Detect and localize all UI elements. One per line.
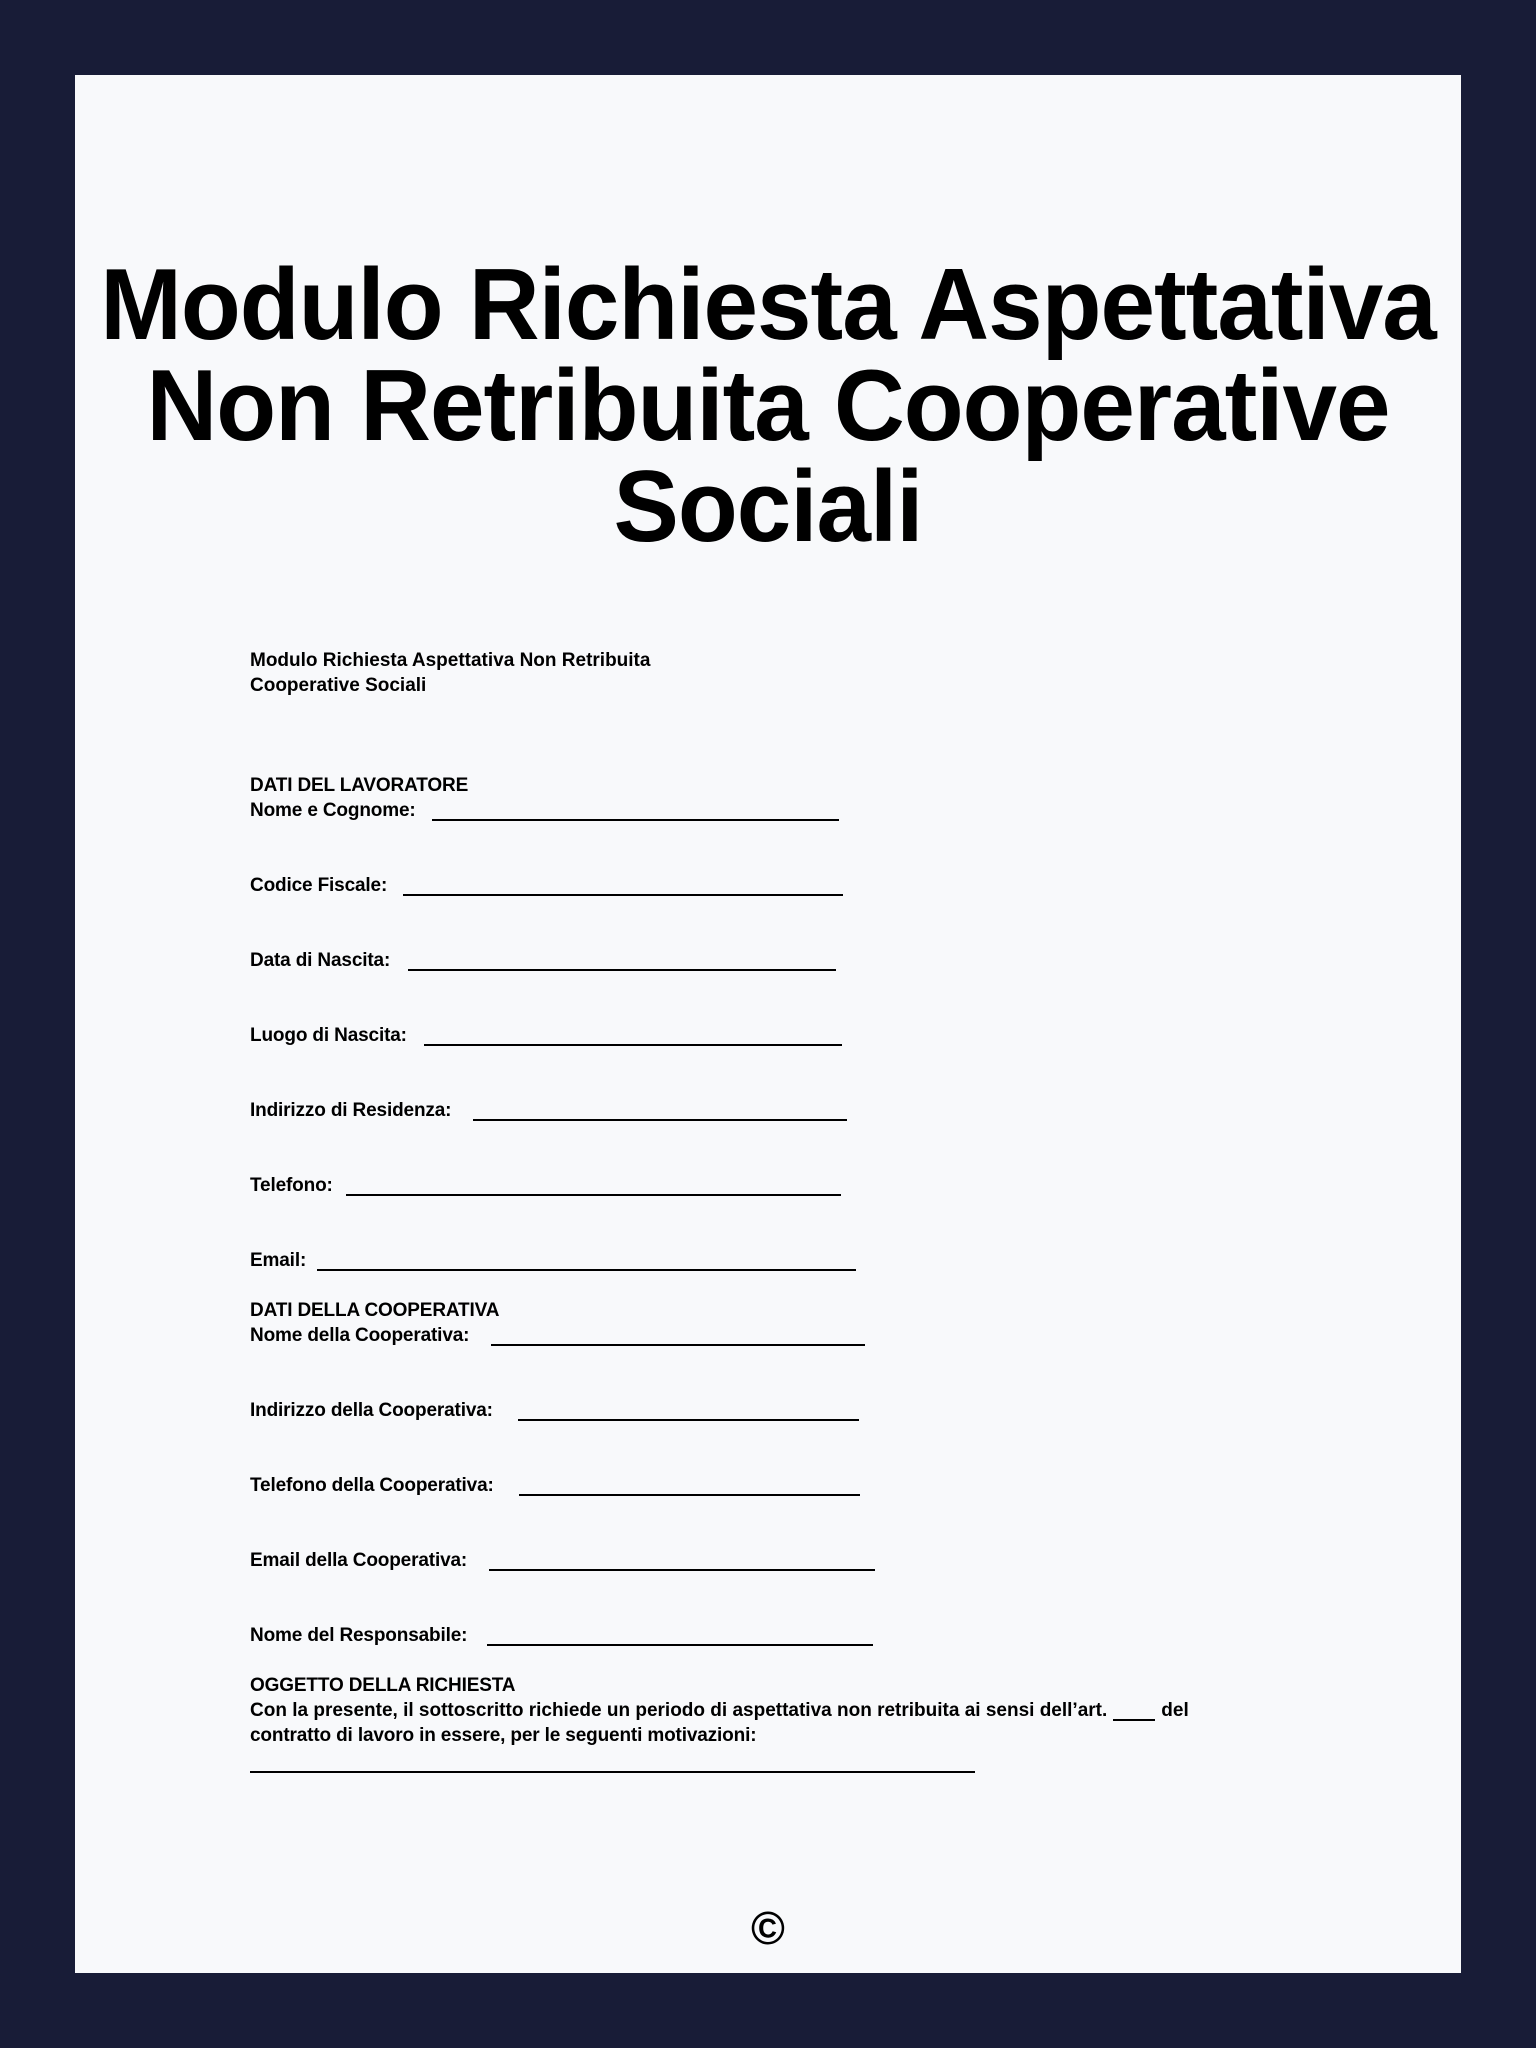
field-nome-cognome: [250, 798, 1350, 823]
field-luogo-nascita: [250, 1023, 1350, 1048]
field-label: Data di Nascita:: [250, 950, 391, 971]
intro-line-2: Cooperative Sociali: [250, 675, 427, 696]
field-label: Email della Cooperativa:: [250, 1550, 468, 1571]
title-line-1: Modulo Richiesta Aspettativa: [100, 249, 1436, 361]
field-nome-cooperativa: [250, 1323, 1350, 1348]
field-label: Nome del Responsabile:: [250, 1625, 468, 1646]
field-label: Indirizzo della Cooperativa:: [250, 1400, 493, 1421]
field-indirizzo-residenza: [250, 1098, 1350, 1123]
intro-line-1: Modulo Richiesta Aspettativa Non Retribuita: [250, 650, 651, 671]
motivation-input[interactable]: [250, 1750, 975, 1773]
luogo-nascita-input[interactable]: [424, 1023, 842, 1046]
telefono-input[interactable]: [346, 1173, 841, 1196]
field-label: Indirizzo di Residenza:: [250, 1100, 452, 1121]
field-email-cooperativa: [250, 1548, 1350, 1573]
codice-fiscale-input[interactable]: [403, 873, 843, 896]
field-label: Telefono della Cooperativa:: [250, 1475, 494, 1496]
indirizzo-residenza-input[interactable]: [473, 1098, 847, 1121]
data-nascita-input[interactable]: [408, 948, 836, 971]
nome-cooperativa-input[interactable]: [491, 1323, 865, 1346]
email-input[interactable]: [317, 1248, 856, 1271]
field-telefono: [250, 1173, 1350, 1198]
oggetto-text-line-1: [250, 1698, 1350, 1723]
field-indirizzo-cooperativa: [250, 1398, 1350, 1423]
field-email: [250, 1248, 1350, 1273]
copyright-icon: ©: [751, 1902, 785, 1954]
form-body: [250, 648, 1350, 1773]
field-label: Nome e Cognome:: [250, 800, 416, 821]
telefono-cooperativa-input[interactable]: [519, 1473, 860, 1496]
section-heading-lavoratore: DATI DEL LAVORATORE: [250, 775, 469, 796]
nome-cognome-input[interactable]: [432, 798, 839, 821]
title-line-3: Sociali: [613, 451, 923, 563]
field-codice-fiscale: [250, 873, 1350, 898]
oggetto-text-line-2: contratto di lavoro in essere, per le seguenti motivazioni:: [250, 1725, 757, 1746]
section-heading-oggetto: OGGETTO DELLA RICHIESTA: [250, 1675, 516, 1696]
field-nome-responsabile: [250, 1623, 1350, 1648]
indirizzo-cooperativa-input[interactable]: [518, 1398, 859, 1421]
oggetto-text-part2: del: [1161, 1700, 1189, 1721]
document-title: [57, 249, 1479, 563]
field-label: Telefono:: [250, 1175, 333, 1196]
motivation-line: [250, 1748, 1350, 1773]
title-line-2: Non Retribuita Cooperative: [146, 350, 1390, 462]
section-heading-cooperativa: DATI DELLA COOPERATIVA: [250, 1300, 500, 1321]
nome-responsabile-input[interactable]: [487, 1623, 873, 1646]
field-label: Email:: [250, 1250, 307, 1271]
email-cooperativa-input[interactable]: [489, 1548, 875, 1571]
field-data-nascita: [250, 948, 1350, 973]
oggetto-text-part1: Con la presente, il sottoscritto richiede un periodo di aspettativa non retribuita ai sensi dell’art.: [250, 1700, 1108, 1721]
field-label: Nome della Cooperativa:: [250, 1325, 470, 1346]
field-telefono-cooperativa: [250, 1473, 1350, 1498]
field-label: Codice Fiscale:: [250, 875, 388, 896]
article-number-input[interactable]: [1113, 1698, 1155, 1721]
document-page: [75, 75, 1461, 1973]
field-label: Luogo di Nascita:: [250, 1025, 407, 1046]
